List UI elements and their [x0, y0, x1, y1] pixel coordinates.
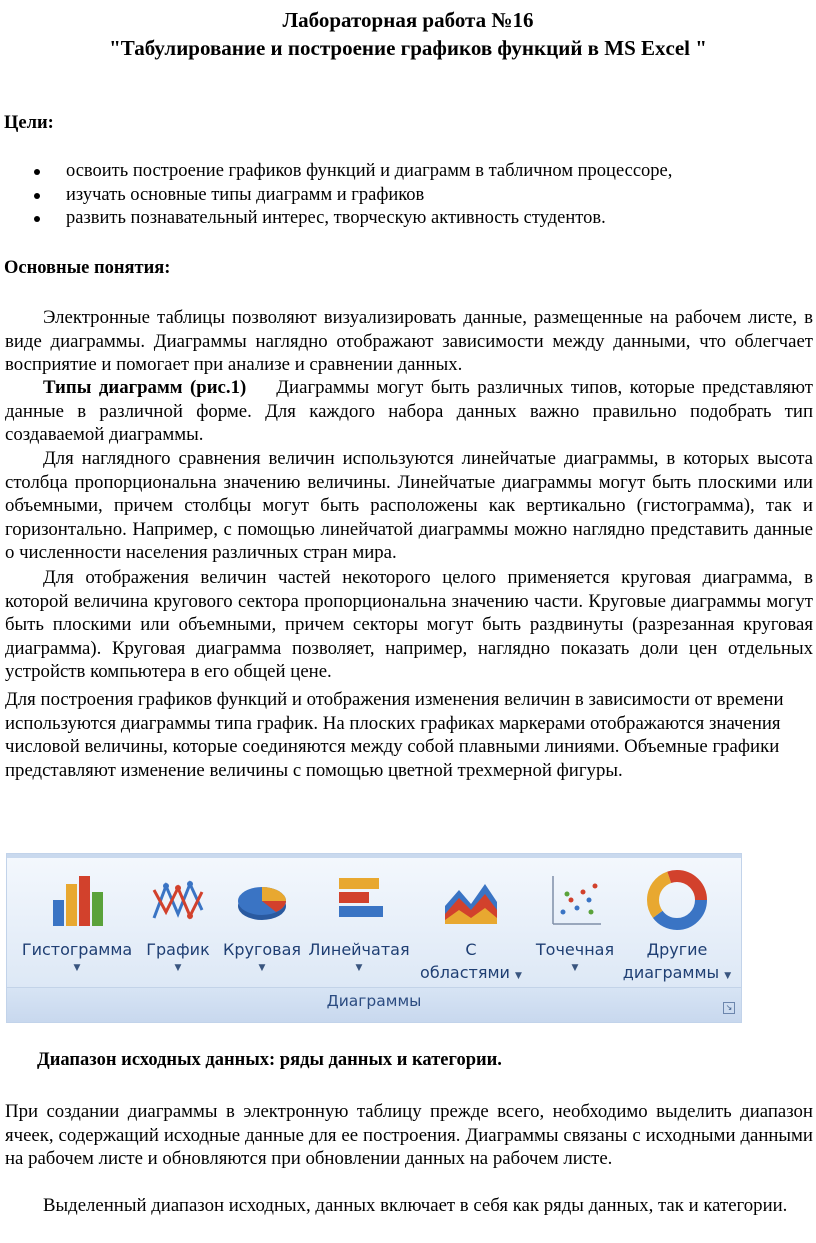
chevron-down-icon: ▼: [571, 963, 579, 973]
bar-chart-button[interactable]: Линейчатая ▼: [305, 864, 413, 975]
paragraph: Для построения графиков функций и отображения изменения величин в зависимости от времени используются диаграммы типа график. На плоских графиках маркерами отображаются значения числовой величины, которые соединяются между собой плавными линиями. Объемные графики представляют изменение величины с помощью цветной трехмерной фигуры.: [5, 689, 784, 781]
paragraph: Электронные таблицы позволяют визуализировать данные, размещенные на рабочем листе, в виде диаграммы. Диаграммы наглядно отображают зависимости между данными, что облегчает восприятие и помогает при анализе и сравнении данных.: [5, 307, 813, 375]
scatter-chart-button[interactable]: Точечная ▼: [527, 864, 623, 975]
goals-list: [0, 160, 672, 231]
chevron-down-icon: ▼: [258, 963, 266, 973]
chevron-down-icon: ▼: [73, 963, 81, 973]
chart-types-term: Типы диаграмм (рис.1): [43, 377, 247, 398]
pie-chart-icon: [232, 870, 292, 930]
chevron-down-icon: ▼: [515, 971, 522, 981]
chevron-down-icon: ▼: [724, 971, 732, 981]
line-chart-icon: [148, 870, 208, 930]
bullet-icon: [34, 169, 40, 175]
bullet-icon: [34, 193, 40, 199]
dialog-launcher-icon[interactable]: ↘: [723, 1002, 735, 1014]
list-item: [0, 160, 672, 184]
list-item-text: освоить построение графиков функций и диаграмм в табличном процессоре,: [66, 161, 673, 181]
ribbon-top-border: [7, 854, 741, 858]
goals-heading: Цели:: [4, 113, 54, 133]
charts-ribbon: [6, 853, 742, 1023]
doughnut-chart-icon: [647, 870, 707, 930]
data-range-heading: Диапазон исходных данных: ряды данных и категории.: [37, 1050, 502, 1070]
paragraph: При создании диаграммы в электронную таблицу прежде всего, необходимо выделить диапазон ячеек, содержащий исходные данные для ее построения. Диаграммы связаны с исходными данными на рабочем листе и обновляются при обновлении данных на рабочем листе.: [5, 1101, 813, 1169]
list-item: [0, 184, 672, 208]
paragraph: Типы диаграмм (рис.1) Диаграммы могут быть различных типов, которые представляют данные в различной форме. Для каждого набора данных важно правильно подобрать тип создаваемой диаграммы.: [5, 377, 813, 445]
paragraph: Для отображения величин частей некоторого целого применяется круговая диаграмма, в которой величина кругового сектора пропорциональна значению части. Круговые диаграммы могут быть плоскими или объемными, причем секторы могут быть раздвинуты (разрезанная круговая диаграмма). Круговая диаграмма позволяет, например, наглядно показать доли цен отдельных устройств компьютера в его общей цене.: [5, 567, 813, 682]
scatter-chart-icon: [545, 870, 605, 930]
ribbon-group-label: Диаграммы: [7, 987, 741, 1022]
pie-chart-button[interactable]: Круговая ▼: [217, 864, 307, 975]
column-chart-icon: [47, 870, 107, 930]
chevron-down-icon: ▼: [174, 963, 182, 973]
list-item: [0, 207, 672, 231]
list-item-text: развить познавательный интерес, творческую активность студентов.: [66, 208, 606, 228]
bullet-icon: [34, 216, 40, 222]
area-chart-icon: [441, 870, 501, 930]
column-chart-button[interactable]: Гистограмма ▼: [19, 864, 135, 975]
page-subtitle: "Табулирование и построение графиков функций в MS Excel ": [109, 36, 707, 60]
other-charts-button[interactable]: Другие диаграммы ▼: [617, 864, 737, 984]
line-chart-button[interactable]: График ▼: [143, 864, 213, 975]
page-title: Лабораторная работа №16: [282, 8, 534, 32]
paragraph: Для наглядного сравнения величин используются линейчатые диаграммы, в которых высота столбца пропорциональна значению величины. Линейчатые диаграммы могут быть плоскими или объемными, причем столбцы могут быть расположены как вертикально (гистограмма), так и горизонтально. Например, с помощью линейчатой диаграммы можно наглядно представить данные о численности населения различных стран мира.: [5, 448, 813, 563]
concepts-heading: Основные понятия:: [4, 258, 171, 278]
bar-chart-icon: [329, 870, 389, 930]
area-chart-button[interactable]: С областями ▼: [411, 864, 531, 984]
chevron-down-icon: ▼: [355, 963, 363, 973]
list-item-text: изучать основные типы диаграмм и графиков: [66, 184, 425, 205]
paragraph: Выделенный диапазон исходных, данных включает в себя как ряды данных, так и категории.: [43, 1195, 788, 1216]
